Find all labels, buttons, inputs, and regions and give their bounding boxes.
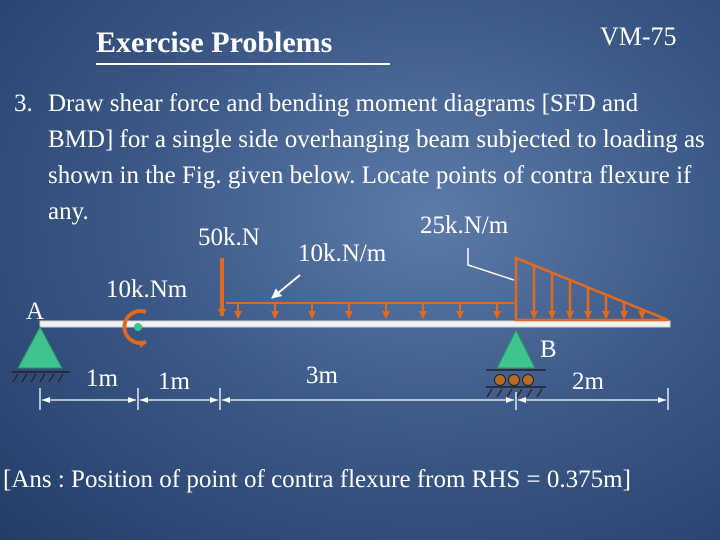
support-a-label: A [26, 298, 45, 325]
support-b-roller [486, 330, 546, 397]
uvl-load [516, 258, 668, 320]
uvl-pointer [468, 248, 514, 280]
support-b-label: B [540, 336, 557, 363]
answer-text: [Ans : Position of point of contra flexure from RHS = 0.375m] [3, 466, 631, 493]
problem-text: Draw shear force and bending moment diagrams [SFD and BMD] for a single side overhanging beam subjected to loading as shown in the Fig. given below. Locate points of contra flexure if any. [48, 90, 705, 225]
udl-label: 10k.N/m [298, 240, 387, 267]
point-load-label: 50k.N [198, 224, 260, 251]
dim-label-4: 2m [572, 368, 604, 395]
support-a-pin [12, 327, 70, 382]
dim-label-1: 1m [86, 365, 118, 392]
udl-load [226, 303, 514, 318]
uvl-label: 25k.N/m [420, 212, 509, 239]
slide-title: Exercise Problems [96, 26, 333, 59]
dim-label-2: 1m [158, 368, 190, 395]
slide-code: VM-75 [600, 22, 677, 51]
dim-label-3: 3m [306, 362, 338, 389]
udl-pointer [272, 275, 300, 298]
moment-label: 10k.Nm [106, 276, 188, 303]
problem-number: 3. [14, 90, 33, 117]
